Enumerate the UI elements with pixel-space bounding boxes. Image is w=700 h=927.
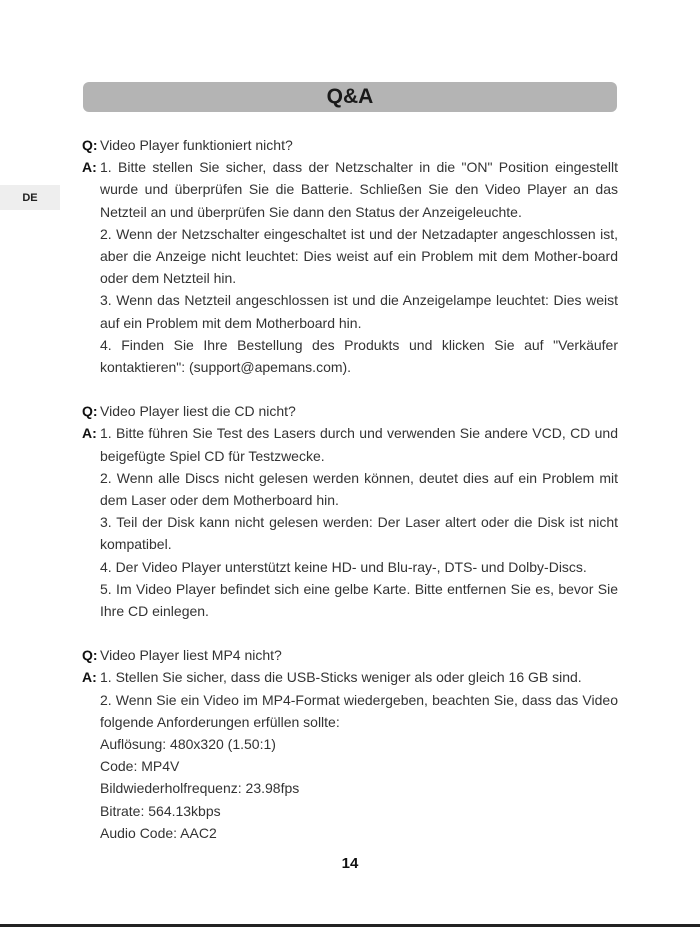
- question-text: Video Player liest MP4 nicht?: [100, 647, 282, 664]
- answer-paragraph: 2. Wenn der Netzschalter eingeschaltet ist und der Netzadapter angeschlossen ist, aber die Anzeige nicht leuchtet: Dies weist auf ein Problem mit dem Mother-board oder dem Netzteil hin.: [100, 225, 618, 287]
- answer-row: [82, 666, 618, 844]
- question-prefix: Q:: [82, 403, 98, 420]
- answer-row: [82, 422, 618, 622]
- answer-paragraph: 5. Im Video Player befindet sich eine gelbe Karte. Bitte entfernen Sie es, bevor Sie Ihre CD einlegen.: [100, 580, 618, 620]
- qa-item-mp4: [82, 644, 618, 844]
- spec-resolution: Auflösung: 480x320 (1.50:1): [100, 736, 276, 753]
- question-row: [82, 400, 618, 422]
- spec-frame-rate: Bildwiederholfrequenz: 23.98fps: [100, 780, 300, 797]
- spec-bitrate: Bitrate: 564.13kbps: [100, 802, 221, 819]
- question-prefix: Q:: [82, 647, 98, 664]
- qa-item-power: [82, 134, 618, 378]
- page-number: 14: [341, 855, 359, 872]
- answer-body: [100, 666, 618, 844]
- answer-paragraph: 4. Der Video Player unterstützt keine HD- und Blu-ray-, DTS- und Dolby-Discs.: [100, 558, 587, 575]
- answer-paragraph: 3. Teil der Disk kann nicht gelesen werden: Der Laser altert oder die Disk ist nicht kompatibel.: [100, 514, 618, 553]
- question-text: Video Player funktioniert nicht?: [100, 137, 293, 153]
- answer-prefix: A:: [82, 425, 97, 442]
- page-title: Q&A: [326, 85, 374, 108]
- answer-paragraph: 2. Wenn alle Discs nicht gelesen werden können, deutet dies auf ein Problem mit dem Laser oder dem Motherboard hin.: [100, 469, 618, 509]
- answer-paragraph: 2. Wenn Sie ein Video im MP4-Format wiedergeben, beachten Sie, dass das Video folgende Anforderungen erfüllen sollte:: [100, 691, 618, 730]
- qa-item-cd: [82, 400, 618, 622]
- answer-body: [100, 422, 618, 622]
- page-title-bar: [83, 82, 617, 112]
- answer-paragraph: 1. Bitte führen Sie Test des Lasers durch und verwenden Sie andere VCD, CD und beigefügte Spiel CD für Testzwecke.: [100, 425, 618, 464]
- answer-paragraph: 1. Bitte stellen Sie sicher, dass der Netzschalter in die "ON" Position eingestellt wurde und überprüfen Sie die Batterie. Schließen Sie den Video Player an das Netzteil an und überprüfen Sie dann den Status der Anzeigeleuchte.: [100, 159, 618, 220]
- answer-prefix: A:: [82, 669, 97, 686]
- answer-body: [100, 156, 618, 378]
- question-text: Video Player liest die CD nicht?: [100, 403, 296, 420]
- answer-row: [82, 156, 618, 378]
- answer-paragraph: 3. Wenn das Netzteil angeschlossen ist und die Anzeigelampe leuchtet: Dies weist auf ein Problem mit dem Motherboard hin.: [100, 292, 618, 331]
- answer-prefix: A:: [82, 159, 97, 176]
- language-tab: DE: [0, 185, 60, 210]
- question-row: [82, 134, 618, 156]
- spec-audio-code: Audio Code: AAC2: [100, 824, 217, 841]
- answer-paragraph: 4. Finden Sie Ihre Bestellung des Produkts und klicken Sie auf "Verkäufer kontaktieren": (support@apemans.com).: [100, 336, 618, 376]
- answer-paragraph: 1. Stellen Sie sicher, dass die USB-Sticks weniger als oder gleich 16 GB sind.: [100, 669, 582, 686]
- qa-section: [82, 134, 618, 866]
- question-prefix: Q:: [82, 137, 98, 153]
- spec-video-code: Code: MP4V: [100, 758, 180, 775]
- question-row: [82, 644, 618, 666]
